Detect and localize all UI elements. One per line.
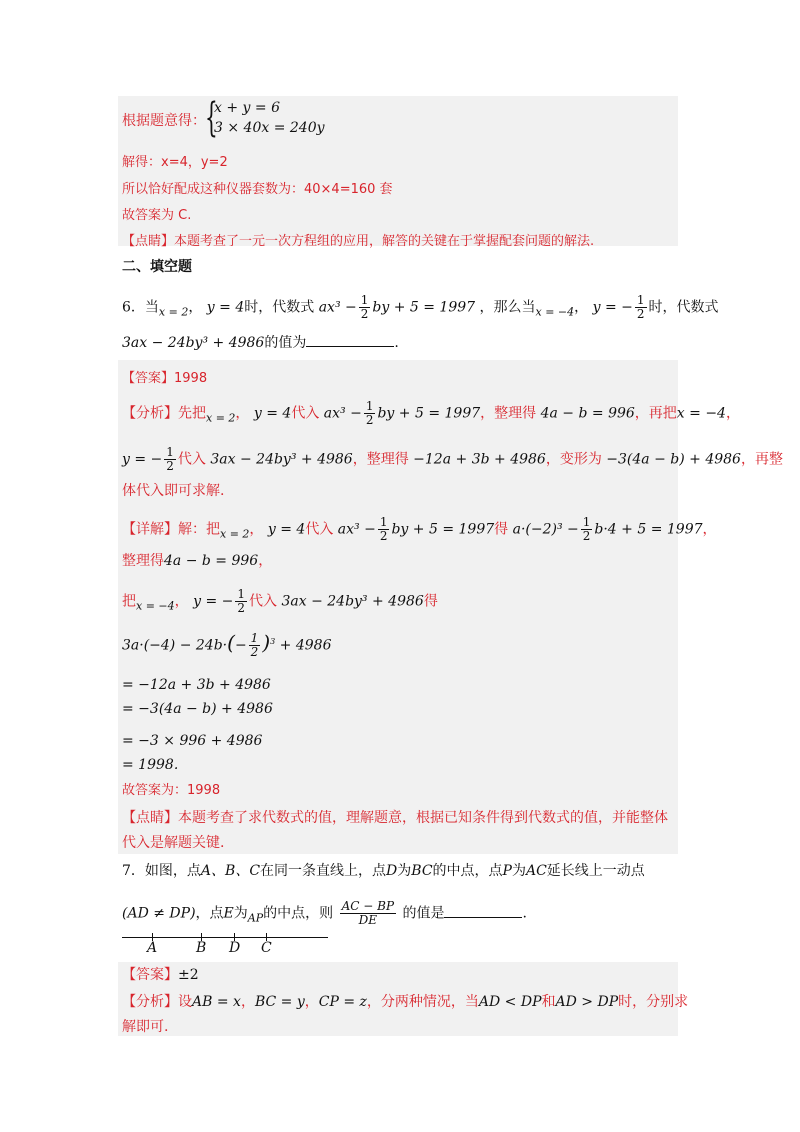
q6-final: 故答案为：1998 (122, 783, 221, 798)
point-label-b: B (196, 940, 207, 956)
q7-answer: 【答案】±2 (122, 967, 199, 983)
q6-step2: = −12a + 3b + 4986 (122, 677, 271, 693)
q6-analysis-line2: y = − $\frac{1}{2}$ 代入 3ax − 24by³ + 4986，整理得 −12a + 3b + 4986，变形为 −3(4a − b) + 4986，再整 (122, 445, 783, 473)
q7-analysis-line2: 解即可. (122, 1019, 169, 1035)
q7-line1: 7．如图，点A、B、C在同一条直线上，点D为BC的中点，点P为AC延长线上一动点 (122, 863, 645, 879)
q7-analysis-line1: 【分析】设AB = x，BC = y，CP = z，分两种情况，当AD < DP和AD > DP时，分别求 (122, 994, 689, 1010)
q6-comment-1: 【点睛】本题考查了求代数式的值，理解题意，根据已知条件得到代数式的值，并能整体 (122, 810, 668, 826)
prev-conclusion: 所以恰好配成这种仪器套数为：40×4=160 套 (122, 182, 393, 197)
point-label-d: D (229, 940, 241, 956)
q6-analysis-line3: 体代入即可求解. (122, 483, 225, 499)
answer-blank-q6 (306, 332, 394, 347)
prev-answer: 故答案为 C. (122, 208, 192, 223)
point-label-a: A (147, 940, 158, 956)
q6-detail-line2: 整理得4a − b = 996， (122, 553, 273, 569)
section-title: 二、填空题 (122, 259, 192, 275)
q6-line2: 3ax − 24by³ + 4986的值为 . (122, 332, 399, 352)
system-eq2: 3 × 40x = 240y (214, 120, 325, 136)
system-eq1: x + y = 6 (214, 100, 280, 116)
q6-comment-2: 代入是解题关键. (122, 835, 225, 851)
prev-intro: 根据题意得： (122, 113, 206, 129)
q6-step5: = 1998. (122, 757, 179, 773)
system-brace: { (205, 95, 218, 141)
q6-step4: = −3 × 996 + 4986 (122, 733, 263, 749)
q6-analysis-line1: 【分析】先把$_{x = 2}$， y = 4代入 ax³ − $\frac{1}{2}$ by + 5 = 1997，整理得 4a − b = 996，再把x = −4， (122, 399, 740, 427)
fraction-half: $\frac{1}{2}$ (360, 293, 369, 321)
q6-step3: = −3(4a − b) + 4986 (122, 701, 273, 717)
q6-detail-line3: 把$_{x = -4}$， y = − $\frac{1}{2}$ 代入 3ax − 24by³ + 4986得 (122, 587, 438, 615)
prev-solve: 解得：x=4，y=2 (122, 155, 228, 170)
q6-detail-line1: 【详解】解：把$_{x = 2}$， y = 4代入 ax³ − $\frac{1}{2}$ by + 5 = 1997得 a·(−2)³ − $\frac{1}{2}$ b·4 + 5 = 1997， (122, 515, 717, 543)
point-label-c: C (261, 940, 272, 956)
q6-line1: 6．当$_{x = 2}$， y = 4时，代数式 ax³ − $\frac{1}{2}$ by + 5 = 1997 ，那么当$_{x = -4}$， y = − $\frac{1}{2}$ 时，代数式 (122, 293, 719, 321)
prev-comment: 【点睛】本题考查了一元一次方程组的应用，解答的关键在于掌握配套问题的解法. (122, 234, 595, 249)
q7-line2: (AD ≠ DP)，点E为$_{AP}$的中点，则 $\frac{AC - BP}{DE}$ 的值是 . (122, 899, 527, 927)
q6-step1: 3a·(−4) − 24b·(− $\frac{1}{2}$ )$^3$ + 4986 (122, 630, 332, 659)
q6-answer: 【答案】1998 (122, 371, 208, 386)
answer-blank-q7 (444, 903, 522, 918)
